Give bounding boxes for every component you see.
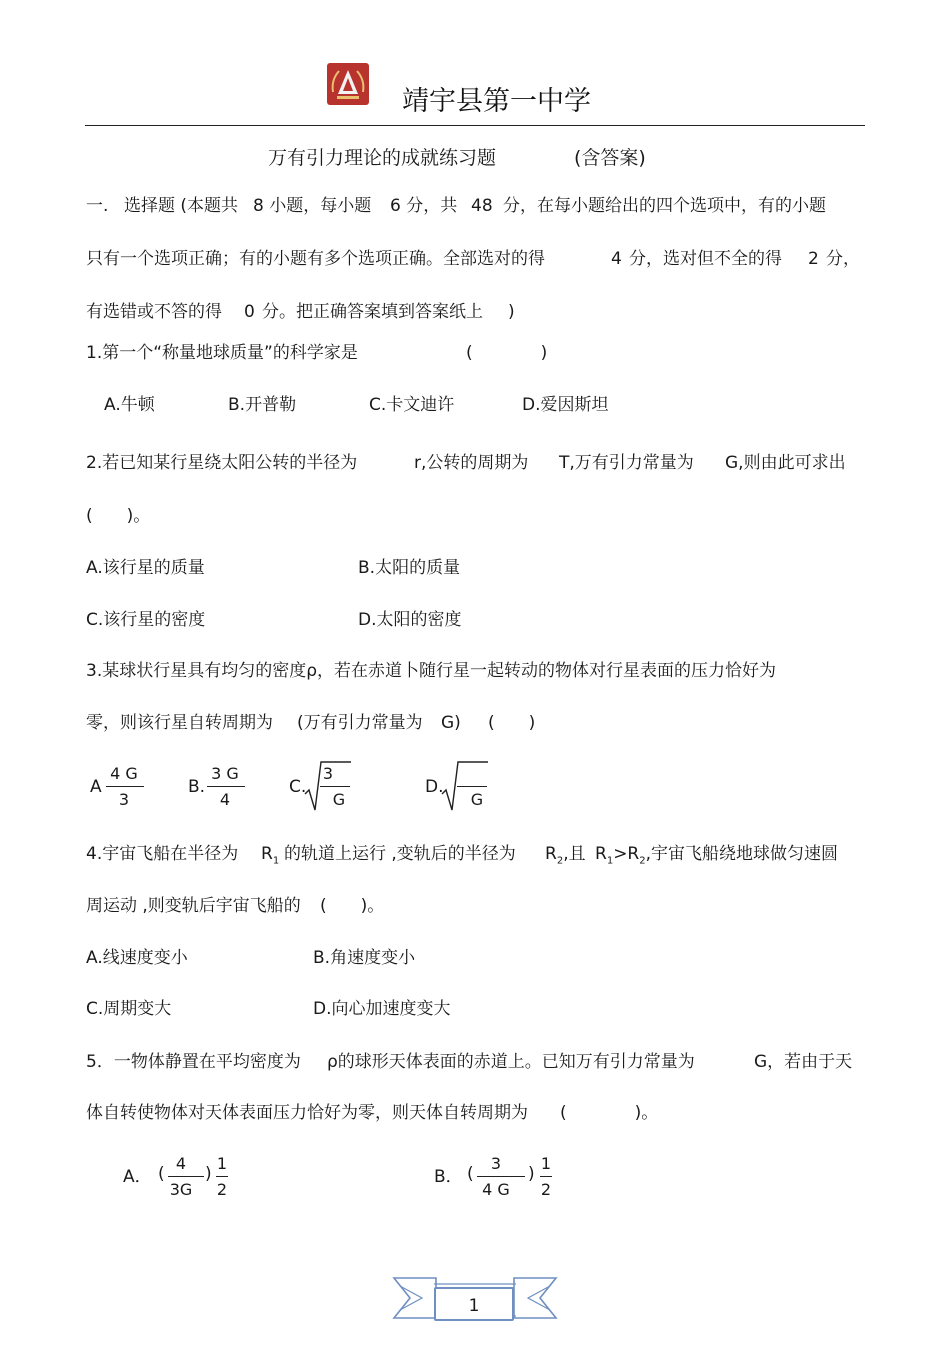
section-text: 分，在每小题给出的四个选项中，有的小题	[503, 196, 826, 216]
option-b: B.角速度变小	[313, 948, 416, 968]
section-text: 有选错或不答的得	[86, 302, 222, 322]
question-3-stem: 3.某球状行星具有均匀的密度ρ，若在赤道卜随行星一起转动的物体对行星表面的压力恰好为	[86, 661, 777, 681]
doc-title: 万有引力理论的成就练习题	[268, 147, 497, 169]
fraction-bar	[168, 1176, 204, 1177]
option-d: D.向心加速度变大	[313, 999, 451, 1019]
question-2-stem: 2.若已知某行星绕太阳公转的半径为	[86, 453, 358, 473]
question-2-stem: T,万有引力常量为	[559, 453, 694, 473]
question-5-stem: G，若由于天	[754, 1052, 853, 1072]
option-b-label: B．	[434, 1167, 463, 1187]
option-c: C.该行星的密度	[86, 610, 206, 630]
header-divider	[85, 125, 865, 126]
option-c: C.卡文迪许	[369, 395, 455, 415]
fraction-bar	[207, 786, 245, 787]
section-text: 6 分，共	[390, 196, 458, 216]
fraction-bar	[540, 1176, 552, 1177]
section-text: 分，选对但不全的得	[629, 249, 782, 269]
exponent-denominator: 2	[540, 1180, 552, 1199]
question-2-stem: G,则由此可求出	[725, 453, 846, 473]
doc-title-suffix: (含答案)	[574, 147, 646, 169]
question-4-stem: 4.宇宙飞船在半径为	[86, 844, 239, 864]
question-1-stem: 1.第一个“称量地球质量”的科学家是	[86, 343, 358, 363]
page-number: 1	[434, 1287, 514, 1321]
question-3-stem: G)	[441, 713, 461, 733]
section-text: 选择题 (本题共	[124, 196, 239, 216]
section-text: 只有一个选项正确；有的小题有多个选项正确。全部选对的得	[86, 249, 545, 269]
question-4-stem: $R_2$,且	[545, 844, 586, 867]
fraction-bar	[457, 786, 487, 787]
option-a-label: A	[90, 777, 102, 797]
question-2-stem: r,公转的周期为	[414, 453, 529, 473]
option-d: D.太阳的密度	[358, 610, 462, 630]
fraction-numerator: 4 G	[110, 764, 138, 783]
question-3-stem: (万有引力常量为	[297, 713, 423, 733]
question-4-stem: $R_1$	[261, 844, 280, 867]
paren-open: (	[158, 1164, 165, 1184]
section-text: 0	[244, 302, 255, 322]
section-text: 4	[611, 249, 622, 269]
fraction-bar	[216, 1176, 228, 1177]
exponent-denominator: 2	[216, 1180, 228, 1199]
section-text: 分。把正确答案填到答案纸上	[262, 302, 483, 322]
section-number: 一.	[86, 196, 109, 216]
option-b-label: B.	[188, 777, 206, 797]
option-a: A.牛顿	[104, 395, 155, 415]
option-b: B.开普勒	[228, 395, 297, 415]
fraction-bar	[477, 1176, 525, 1177]
question-3-stem: 零，则该行星自转周期为	[86, 713, 273, 733]
option-b: B.太阳的质量	[358, 558, 461, 578]
paren-close: )	[205, 1164, 212, 1184]
answer-blank: ( )。	[320, 896, 385, 916]
question-4-stem: 的轨道上运行 ,变轨后的半径为	[284, 844, 516, 864]
answer-blank: ( )	[488, 713, 536, 733]
option-a: A.线速度变小	[86, 948, 188, 968]
fraction-bar	[106, 786, 144, 787]
section-text: 8 小题，每小题	[253, 196, 372, 216]
fraction-denominator: G	[332, 790, 346, 809]
section-text: )	[508, 302, 515, 322]
exponent-numerator: 1	[216, 1154, 228, 1173]
fraction-denominator: G	[470, 790, 484, 809]
answer-blank: ( )。	[560, 1103, 659, 1123]
fraction-denominator: 3G	[169, 1180, 193, 1199]
fraction-numerator: 3	[490, 1154, 502, 1173]
paren-open: (	[467, 1164, 474, 1184]
fraction-bar	[320, 786, 350, 787]
answer-blank: ( )。	[86, 506, 151, 526]
fraction-denominator: 4 G	[482, 1180, 510, 1199]
answer-blank: ( )	[466, 343, 548, 363]
question-4-stem: $R_1>R_2$,宇宙飞船绕地球做匀速圆	[595, 844, 839, 867]
section-text: 48	[471, 196, 493, 216]
paren-close: )	[528, 1164, 535, 1184]
option-a: A.该行星的质量	[86, 558, 205, 578]
option-c-label: C.	[289, 777, 307, 797]
section-text: 2	[808, 249, 819, 269]
fraction-denominator: 3	[118, 790, 130, 809]
fraction-numerator: 4	[175, 1154, 187, 1173]
option-d: D.爱因斯坦	[522, 395, 609, 415]
fraction-numerator: 3	[322, 764, 334, 783]
option-d-label: D.	[425, 777, 444, 797]
exponent-numerator: 1	[540, 1154, 552, 1173]
option-a-label: A．	[123, 1167, 152, 1187]
option-c: C.周期变大	[86, 999, 172, 1019]
school-logo	[325, 62, 371, 106]
section-text: 分，	[826, 249, 860, 269]
question-5-stem: ρ的球形天体表面的赤道上。已知万有引力常量为	[327, 1052, 695, 1072]
question-4-stem: 周运动 ,则变轨后宇宙飞船的	[86, 896, 301, 916]
question-5-stem: 体自转使物体对天体表面压力恰好为零，则天体自转周期为	[86, 1103, 528, 1123]
fraction-numerator: 3 G	[211, 764, 239, 783]
question-5-stem: 5．一物体静置在平均密度为	[86, 1052, 301, 1072]
school-name: 靖宇县第一中学	[402, 86, 591, 117]
fraction-denominator: 4	[219, 790, 231, 809]
